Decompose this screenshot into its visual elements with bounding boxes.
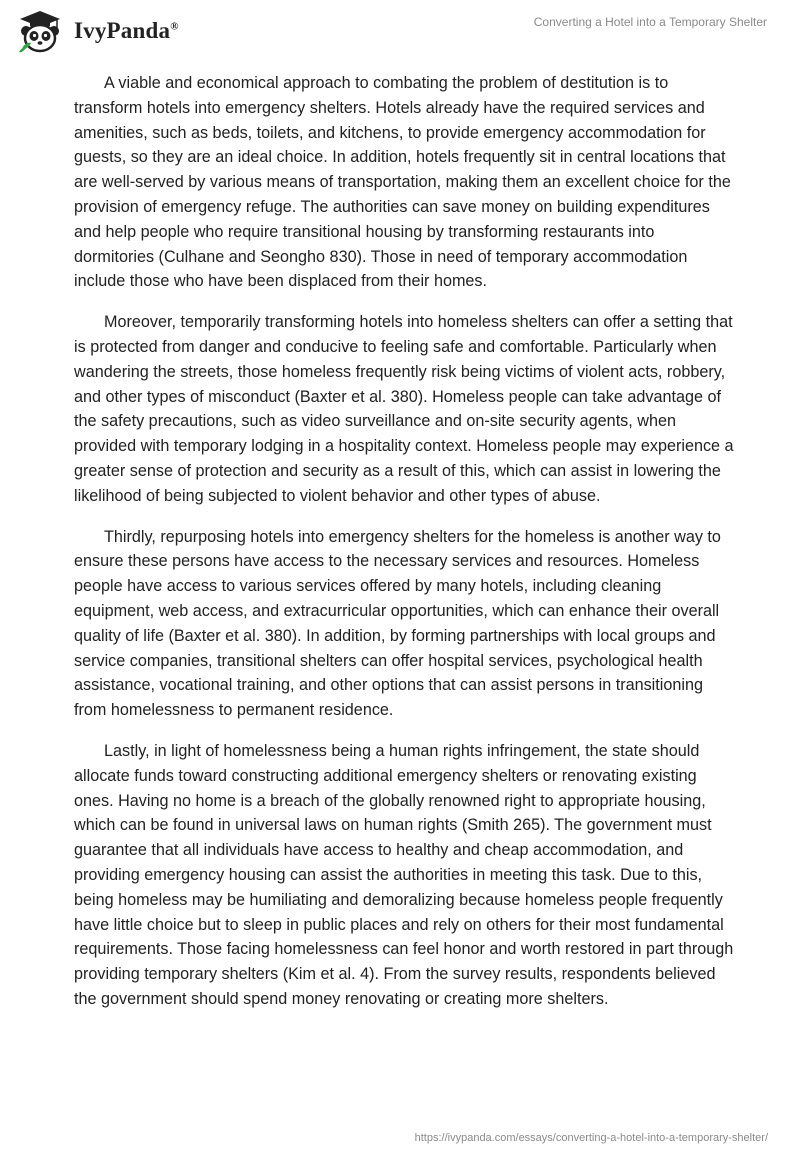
panda-graduate-icon — [16, 9, 64, 53]
essay-body — [74, 71, 734, 1028]
document-title: Converting a Hotel into a Temporary Shelter — [533, 15, 767, 29]
paragraph-1: A viable and economical approach to combating the problem of destitution is to transform hotels into emergency shelters. Hotels already have the required services and amenities, such as beds, toilets, and kitchens, to provide emergency accommodation for guests, so they are an ideal choice. In addition, hotels frequently sit in central locations that are well-served by various means of transportation, making them an excellent choice for the provision of emergency refuge. The authorities can save money on building expenditures and help people who require transitional housing by transforming restaurants into dormitories (Culhane and Seongho 830). Those in need of temporary accommodation include those who have been displaced from their homes. — [74, 74, 731, 291]
paragraph-3: Thirdly, repurposing hotels into emergency shelters for the homeless is another way to ensure these persons have access to the necessary services and resources. Homeless people have access to various services offered by many hotels, including cleaning equipment, web access, and extracurricular opportunities, which can enhance their overall quality of life (Baxter et al. 380). In addition, by forming partnerships with local groups and service companies, transitional shelters can offer hospital services, psychological health assistance, vocational training, and other options that can assist persons in transitioning from homelessness to permanent residence. — [74, 527, 721, 720]
brand-name: IvyPanda® — [74, 18, 179, 43]
paragraph-4: Lastly, in light of homelessness being a human rights infringement, the state should allocate funds toward constructing additional emergency shelters or renovating existing ones. Having no home is a breach of the globally renowned right to appropriate housing, which can be found in universal laws on human rights (Smith 265). The government must guarantee that all individuals have access to healthy and cheap accommodation, and providing emergency housing can assist the authorities in meeting this task. Due to this, being homeless may be humiliating and demoralizing because homeless people frequently have little choice but to sleep in public places and rely on others for their most fundamental requirements. Those facing homelessness can feel honor and worth restored in part through providing temporary shelters (Kim et al. 4). From the survey results, respondents believed the government should spend money renovating or creating more shelters. — [74, 741, 734, 1008]
registered-mark: ® — [170, 20, 179, 33]
page-header — [0, 0, 800, 64]
paragraph-2: Moreover, temporarily transforming hotels into homeless shelters can offer a setting that is protected from danger and conducive to feeling safe and comfortable. Particularly when wandering the streets, those homeless frequently risk being victims of violent acts, robbery, and other types of misconduct (Baxter et al. 380). Homeless people can take advantage of the safety precautions, such as video surveillance and on-site security agents, when provided with temporary lodging in a hospitality context. Homeless people may experience a greater sense of protection and security as a result of this, which can assist in lowering the likelihood of being subjected to violent behavior and other types of abuse. — [74, 313, 734, 505]
source-url[interactable]: https://ivypanda.com/essays/converting-a-hotel-into-a-temporary-shelter/ — [414, 1132, 768, 1144]
ivypanda-logo[interactable] — [16, 9, 179, 53]
